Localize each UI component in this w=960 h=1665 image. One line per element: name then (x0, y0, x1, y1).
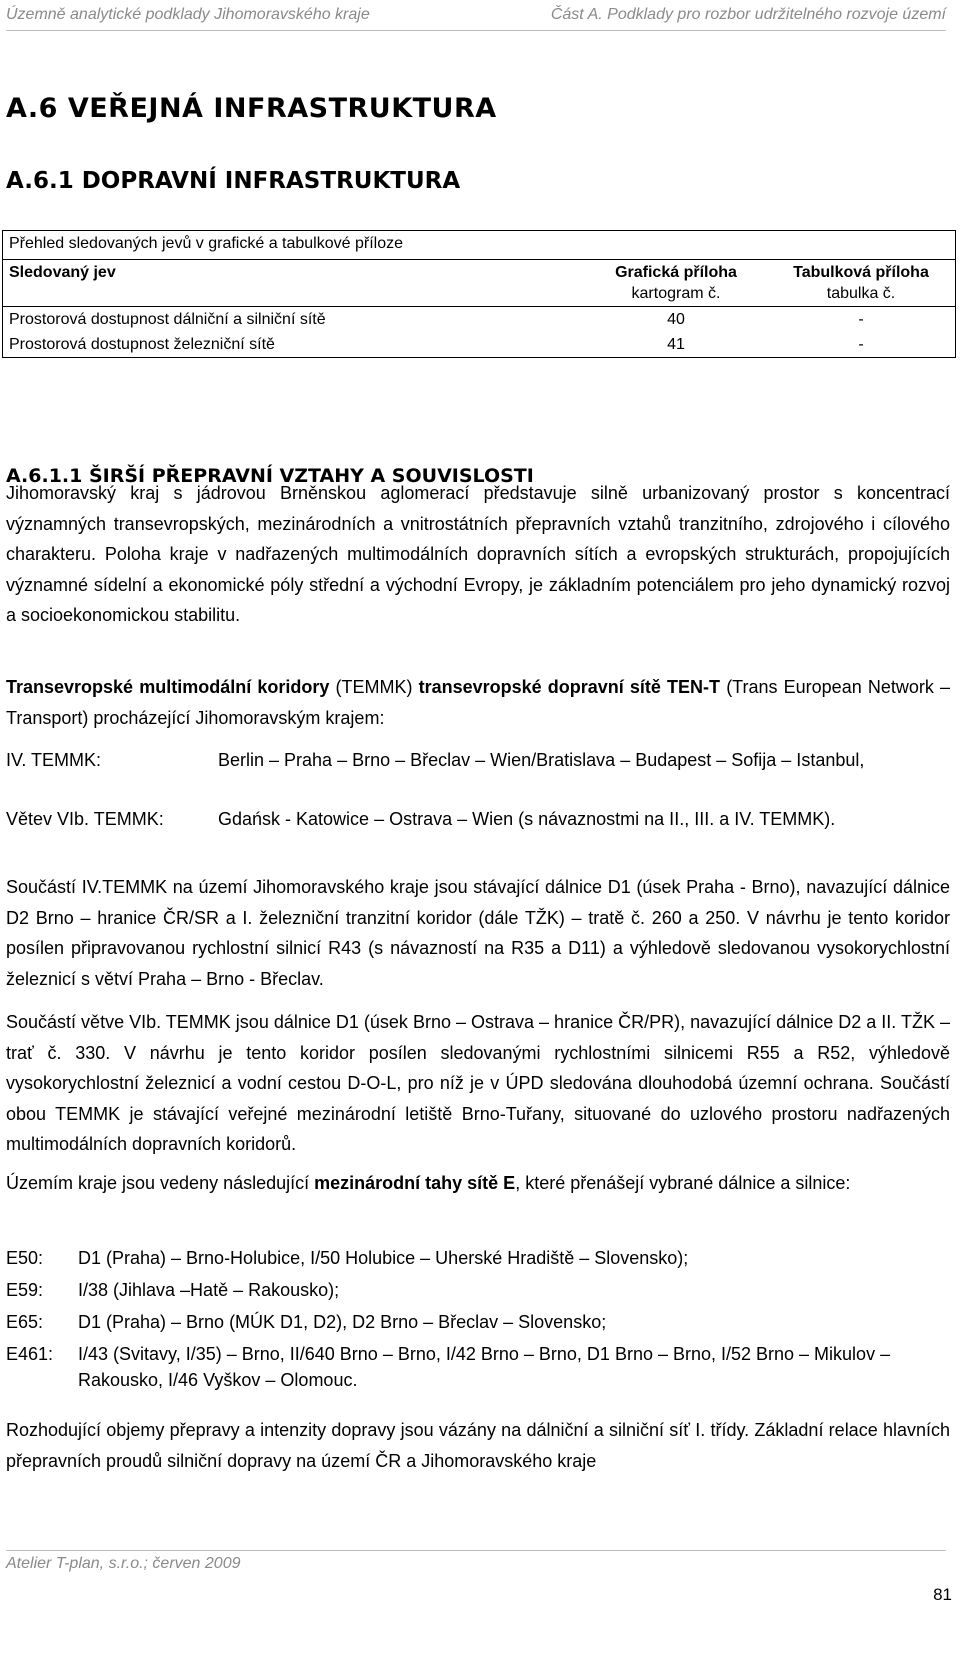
table-header-row (3, 260, 956, 307)
eroad-label: E65: (6, 1312, 44, 1332)
col-header-jev: Sledovaný jev (3, 260, 586, 307)
col-header-graficka-line1: Grafická příloha (615, 264, 737, 281)
paragraph-2 (6, 672, 950, 733)
eroad-label: E461: (6, 1344, 54, 1364)
heading-main: A.6 VEŘEJNÁ INFRASTRUKTURA (6, 93, 497, 124)
eroad-value: D1 (Praha) – Brno-Holubice, I/50 Holubice – Uherské Hradiště – Slovensko); (78, 1248, 689, 1268)
paragraph-1: Jihomoravský kraj s jádrovou Brněnskou aglomerací představuje silně urbanizovaný prostor s koncentrací významných transevropských, mezinárodních a vnitrostátních přepravních vztahů tranzitního, zdrojového i cílového charakteru. Poloha kraje v nadřazených multimodálních dopravních sítích a evropských strukturách, propojujících významné sídelní a ekonomické póly střední a východní Evropy, je základním potenciálem pro jeho dynamický rozvoj a socioekonomickou stabilitu. (6, 483, 950, 625)
col-header-tabulkova (767, 260, 956, 307)
temmk-value: Berlin – Praha – Brno – Břeclav – Wien/Bratislava – Budapest – Sofija – Istanbul, (218, 750, 865, 770)
table-cell-kartogram: 41 (667, 336, 685, 353)
eroad-row (6, 1245, 950, 1273)
table-cell-tabulka: - (858, 336, 864, 353)
temmk-label: IV. TEMMK: (6, 750, 102, 770)
p2-bold-2: transevropské dopravní sítě TEN-T (418, 677, 721, 697)
col-header-tabulkova-line1: Tabulková příloha (793, 264, 929, 281)
p5-bold: mezinárodní tahy sítě E (314, 1173, 516, 1193)
eroad-label: E50: (6, 1248, 44, 1268)
page-number: 81 (933, 1585, 952, 1604)
eroad-value: I/38 (Jihlava –Hatě – Rakousko); (78, 1280, 340, 1300)
paragraph-6: Rozhodující objemy přepravy a intenzity dopravy jsou vázány na dálniční a silniční síť I. třídy. Základní relace hlavních přepravních proudů silniční dopravy na území ČR a Jihomoravského kraje (6, 1420, 950, 1471)
col-header-tabulkova-line2: tabulka č. (826, 285, 896, 302)
table-row (3, 332, 956, 358)
p5-text-1: Územím kraje jsou vedeny následující (6, 1173, 315, 1193)
eroad-value: I/43 (Svitavy, I/35) – Brno, II/640 Brno – Brno, I/42 Brno – Brno, D1 Brno – Brno, I/52 Brno – Mikulov – Rakousko, I/46 Vyškov – Olomouc. (78, 1344, 891, 1390)
col-header-graficka-line2: kartogram č. (631, 285, 721, 302)
p2-text-1: (TEMMK) (329, 677, 419, 697)
eroad-row (6, 1341, 950, 1395)
temmk-row (6, 747, 950, 803)
p2-bold-1: Transevropské multimodální koridory (6, 677, 330, 697)
col-header-graficka (585, 260, 767, 307)
eroad-row (6, 1309, 950, 1337)
table-title: Přehled sledovaných jevů v grafické a tabulkové příloze (3, 231, 956, 260)
paragraph-3: Součástí IV.TEMMK na území Jihomoravského kraje jsou stávající dálnice D1 (úsek Praha - Brno), navazující dálnice D2 Brno – hranice ČR/SR a I. železniční tranzitní koridor (dále TŽK) – tratě č. 260 a 250. V návrhu je tento koridor posílen připravovanou rychlostní silnicí R43 (s návazností na R35 a D11) a výhledově sledovanou vysokorychlostní železnicí s větví Praha – Brno - Břeclav. (6, 877, 950, 989)
page-footer (6, 1550, 946, 1581)
page-header (6, 6, 946, 31)
temmk-row (6, 806, 950, 862)
header-left: Územně analytické podklady Jihomoravského kraje (6, 6, 370, 23)
footer-text: Atelier T-plan, s.r.o.; červen 2009 (6, 1555, 241, 1572)
table-title-row (3, 231, 956, 260)
temmk-value: Gdańsk - Katowice – Ostrava – Wien (s návaznostmi na II., III. a IV. TEMMK). (218, 809, 836, 829)
table-row (3, 307, 956, 333)
table-cell-kartogram: 40 (667, 311, 685, 328)
eroad-row (6, 1277, 950, 1305)
table-cell-jev: Prostorová dostupnost dálniční a silniční sítě (9, 311, 326, 328)
table-cell-jev: Prostorová dostupnost železniční sítě (9, 336, 275, 353)
eroad-value: D1 (Praha) – Brno (MÚK D1, D2), D2 Brno – Břeclav – Slovensko; (78, 1312, 607, 1332)
paragraph-4: Součástí větve VIb. TEMMK jsou dálnice D1 (úsek Brno – Ostrava – hranice ČR/PR), navazující dálnice D2 a II. TŽK – trať č. 330. V návrhu je tento koridor posílen sledovanými rychlostními silnicemi R55 a R52, výhledově vysokorychlostní železnicí a vodní cestou D-O-L, pro níž je v ÚPD sledována dlouhodobá územní ochrana. Součástí obou TEMMK je stávající veřejné mezinárodní letiště Brno-Tuřany, situované do uzlového prostoru nadřazených multimodálních dopravních koridorů. (6, 1012, 950, 1154)
eroad-label: E59: (6, 1280, 44, 1300)
temmk-label: Větev VIb. TEMMK: (6, 809, 164, 829)
section-heading: A.6.1.1 ŠIRŠÍ PŘEPRAVNÍ VZTAHY A SOUVISLOSTI (6, 465, 534, 487)
p5-text-2: , které přenášejí vybrané dálnice a silnice: (515, 1173, 851, 1193)
paragraph-5 (6, 1168, 950, 1199)
table-cell-tabulka: - (858, 311, 864, 328)
p2-text-2: (Trans European Network –Transport) procházející Jihomoravským krajem: (6, 677, 950, 728)
overview-table (2, 230, 956, 358)
heading-sub: A.6.1 DOPRAVNÍ INFRASTRUKTURA (6, 168, 461, 194)
header-right: Část A. Podklady pro rozbor udržitelného rozvoje území (550, 6, 946, 23)
